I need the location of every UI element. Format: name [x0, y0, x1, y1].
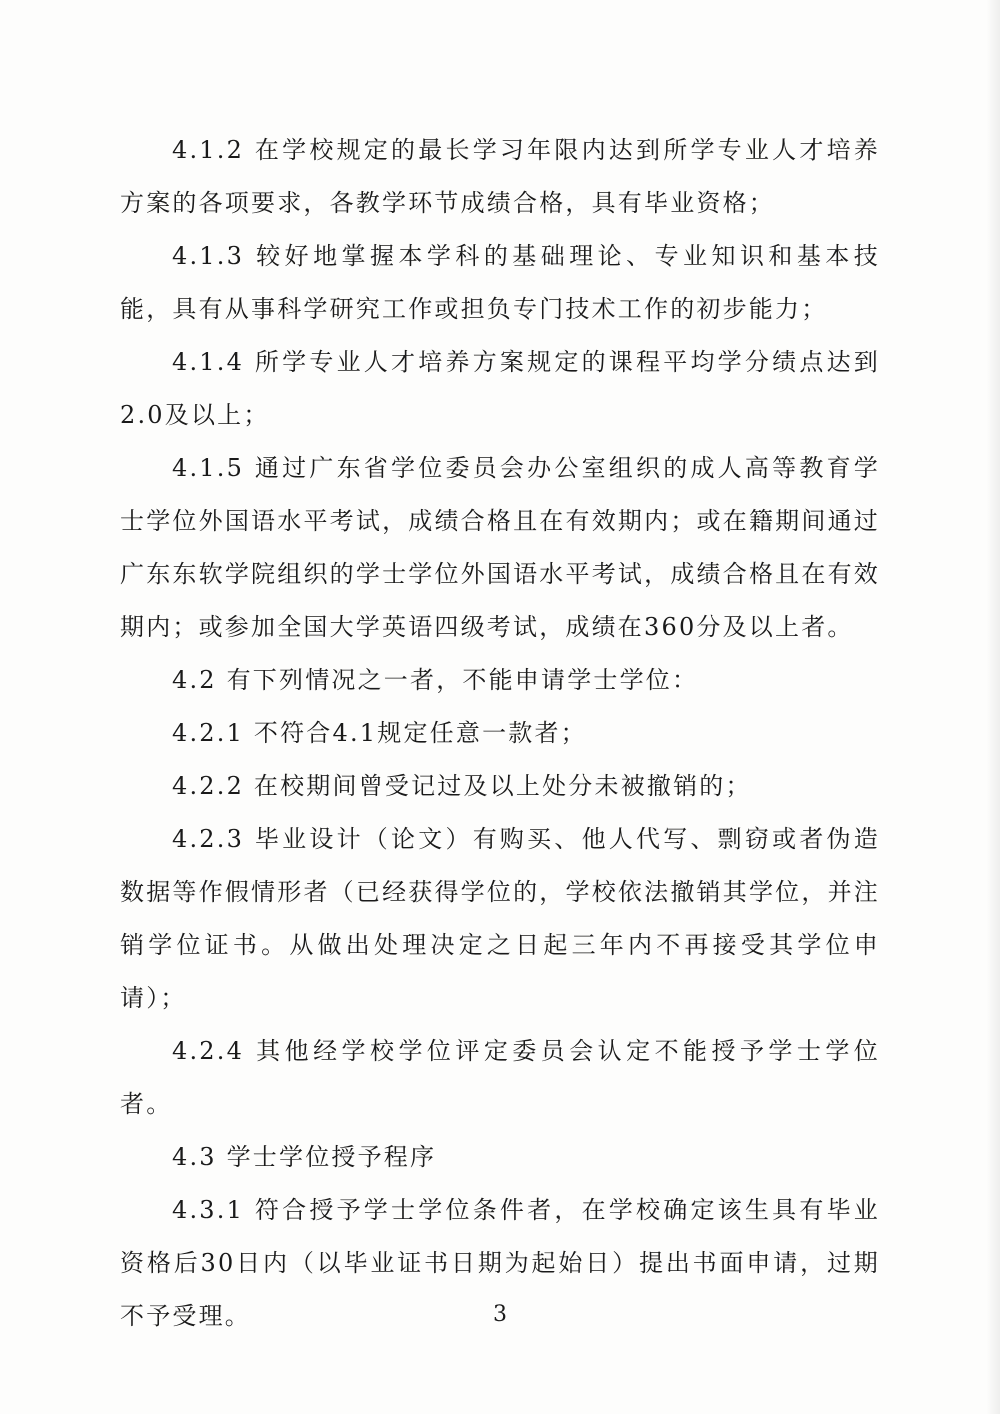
paragraph-4-1-3: 4.1.3 较好地掌握本学科的基础理论、专业知识和基本技能，具有从事科学研究工作或担负专门技术工作的初步能力；	[120, 242, 880, 323]
paragraph-4-2-4: 4.2.4 其他经学校学位评定委员会认定不能授予学士学位者。	[120, 1037, 880, 1118]
scan-edge-shadow	[986, 0, 1000, 1414]
paragraph-4-3: 4.3 学士学位授予程序	[172, 1143, 437, 1171]
paragraph-4-1-5: 4.1.5 通过广东省学位委员会办公室组织的成人高等教育学士学位外国语水平考试，成绩合格且在有效期内；或在籍期间通过广东东软学院组织的学士学位外国语水平考试，成绩合格且在有效期内；或参加全国大学英语四级考试，成绩在360分及以上者。	[120, 454, 880, 641]
paragraph-4-2-2: 4.2.2 在校期间曾受记过及以上处分未被撤销的；	[172, 772, 752, 800]
paragraph-4-1-4: 4.1.4 所学专业人才培养方案规定的课程平均学分绩点达到2.0及以上；	[120, 348, 880, 429]
paragraph-4-2-1: 4.2.1 不符合4.1规定任意一款者；	[172, 719, 587, 747]
paragraph-4-2: 4.2 有下列情况之一者，不能申请学士学位：	[172, 666, 699, 694]
paragraph-4-1-2: 4.1.2 在学校规定的最长学习年限内达到所学专业人才培养方案的各项要求，各教学环节成绩合格，具有毕业资格；	[120, 136, 880, 217]
page-number: 3	[493, 1302, 507, 1327]
paragraph-4-2-3: 4.2.3 毕业设计（论文）有购买、他人代写、剽窃或者伪造数据等作假情形者（已经获得学位的，学校依法撤销其学位，并注销学位证书。从做出处理决定之日起三年内不再接受其学位申请）；	[120, 825, 880, 1012]
paragraph-4-3-1: 4.3.1 符合授予学士学位条件者，在学校确定该生具有毕业资格后30日内（以毕业证书日期为起始日）提出书面申请，过期不予受理。	[120, 1196, 880, 1330]
document-body	[120, 124, 880, 1343]
